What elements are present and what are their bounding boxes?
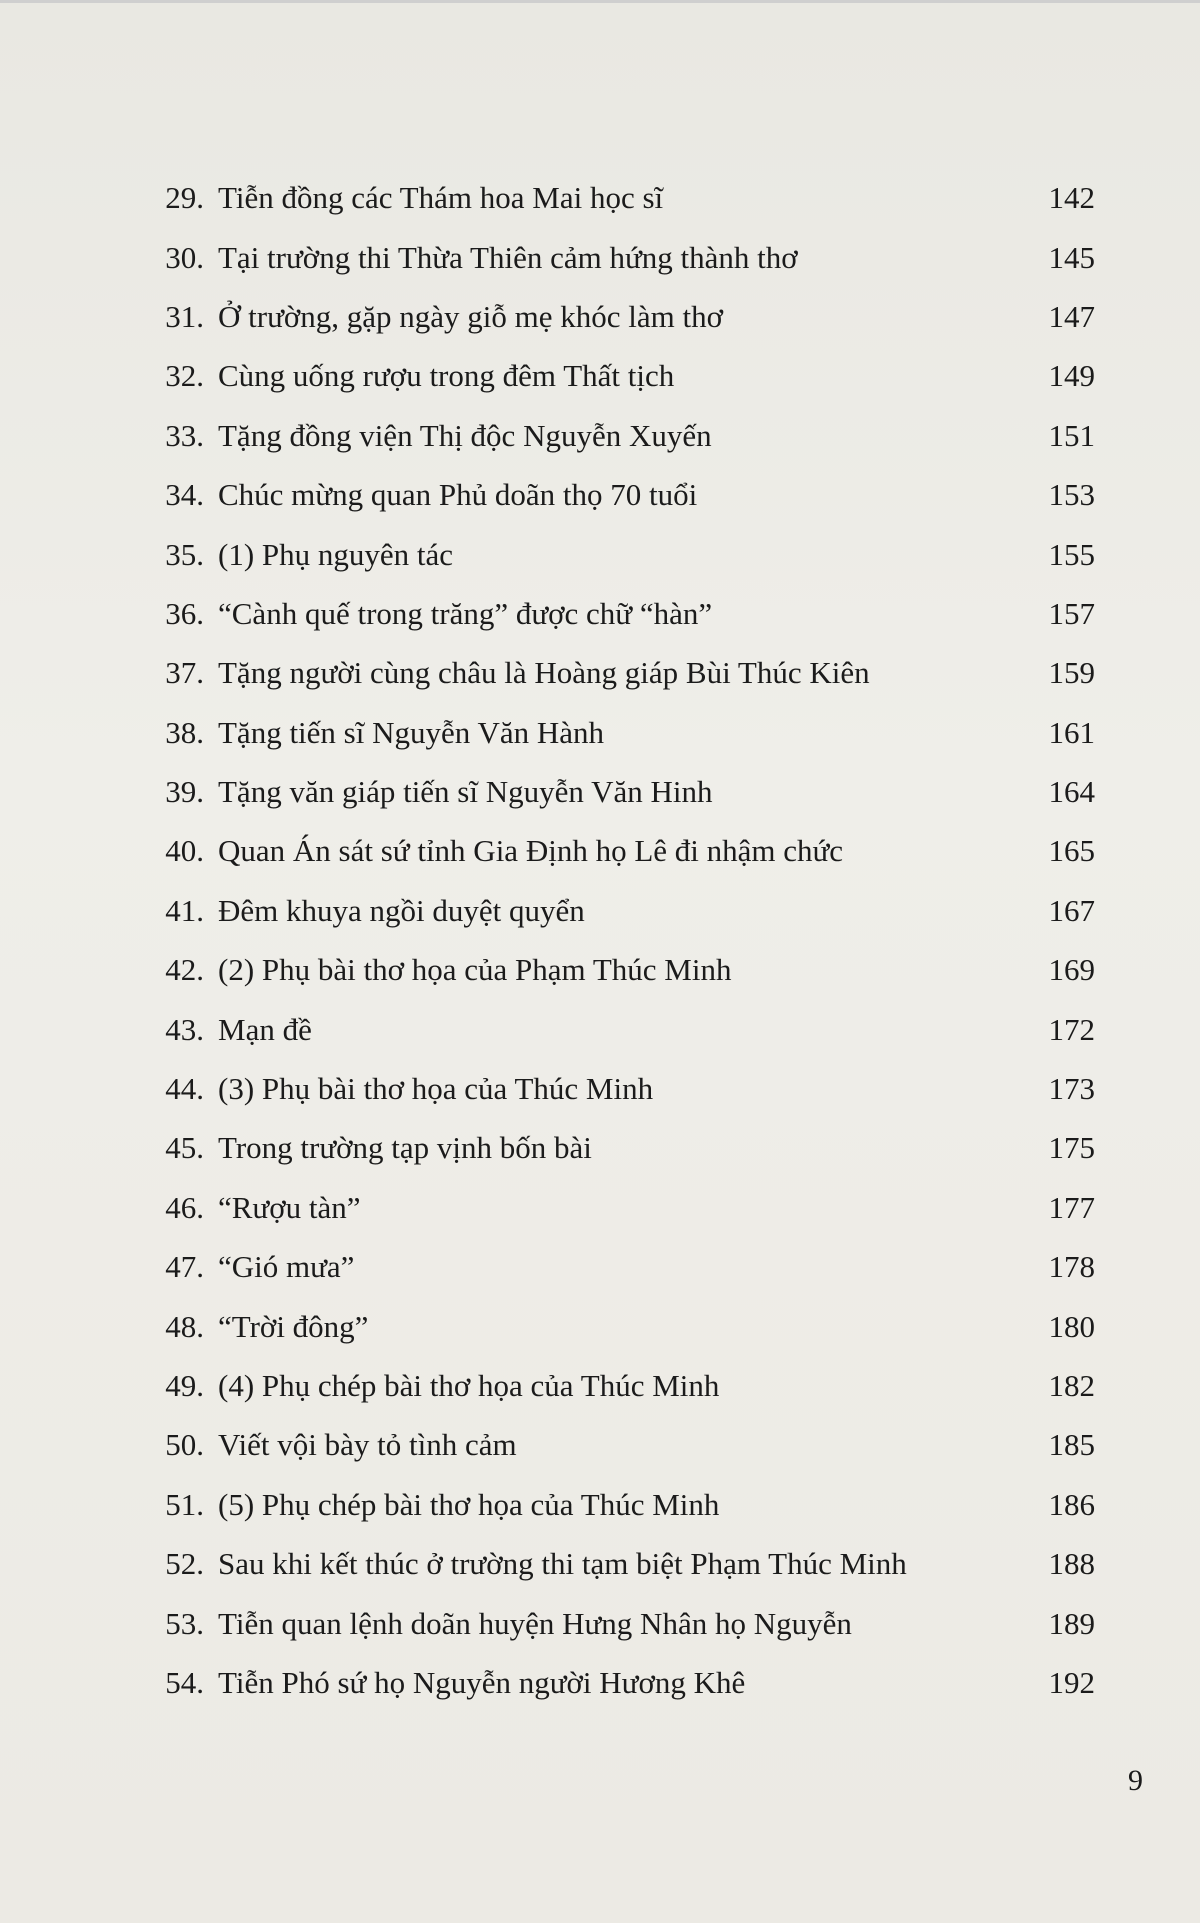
- toc-entry-page: 153: [1048, 477, 1095, 513]
- toc-entry: [130, 406, 1095, 465]
- toc-entry-title: Mạn đề: [218, 1011, 312, 1047]
- toc-entry-title: (3) Phụ bài thơ họa của Thúc Minh: [218, 1071, 654, 1107]
- toc-entry-number: 47.: [165, 1249, 204, 1285]
- toc-entry-page: 159: [1048, 655, 1095, 691]
- toc-entry-number: 39.: [165, 774, 204, 810]
- toc-entry: [130, 1475, 1095, 1534]
- toc-entry-number: 44.: [165, 1071, 204, 1107]
- toc-entry-title: Chúc mừng quan Phủ doãn thọ 70 tuổi: [218, 477, 698, 513]
- toc-entry-page: 165: [1048, 833, 1095, 869]
- toc-entry-number: 54.: [165, 1664, 204, 1700]
- toc-entry-page: 192: [1048, 1664, 1095, 1700]
- toc-entry-page: 175: [1048, 1130, 1095, 1166]
- toc-entry: [130, 1118, 1095, 1177]
- toc-entry-title: “Rượu tàn”: [218, 1189, 361, 1225]
- toc-entry-number: 40.: [165, 833, 204, 869]
- toc-entry: [130, 465, 1095, 524]
- toc-entry-page: 182: [1048, 1368, 1095, 1403]
- toc-entry: [130, 1593, 1095, 1652]
- toc-entry-number: 43.: [165, 1011, 204, 1047]
- toc-entry: [130, 524, 1095, 583]
- toc-entry-number: 52.: [165, 1546, 204, 1582]
- toc-entry-number: 51.: [165, 1486, 204, 1522]
- toc-entry-number: 37.: [165, 655, 204, 691]
- toc-entry-number: 53.: [165, 1605, 204, 1641]
- toc-entry-number: 32.: [165, 358, 204, 394]
- page-number: 9: [1128, 1764, 1143, 1797]
- toc-entry-title: Cùng uống rượu trong đêm Thất tịch: [218, 358, 675, 394]
- toc-entry-number: 46.: [165, 1189, 204, 1225]
- toc-entry: [130, 1356, 1095, 1415]
- toc-entry-page: 149: [1048, 358, 1095, 394]
- toc-entry-page: 177: [1048, 1189, 1095, 1225]
- toc-entry-title: Tặng người cùng châu là Hoàng giáp Bùi Thúc Kiên: [218, 655, 870, 691]
- toc-entry: [130, 762, 1095, 821]
- toc-entry-page: 189: [1048, 1605, 1095, 1641]
- toc-entry: [130, 168, 1095, 227]
- toc-entry-number: 31.: [165, 298, 204, 334]
- toc-entry-title: Tặng đồng viện Thị độc Nguyễn Xuyến: [218, 417, 712, 453]
- toc-entry-title: Quan Án sát sứ tỉnh Gia Định họ Lê đi nhậm chức: [218, 833, 844, 869]
- toc-entry: [130, 1653, 1095, 1712]
- toc-entry: [130, 643, 1095, 702]
- toc-entry-number: 50.: [165, 1427, 204, 1463]
- toc-entry: [130, 1237, 1095, 1296]
- toc-entry-number: 29.: [165, 180, 204, 216]
- toc-entry-title: Tiễn Phó sứ họ Nguyễn người Hương Khê: [218, 1664, 746, 1700]
- toc-entry: [130, 821, 1095, 880]
- toc-entry-number: 33.: [165, 417, 204, 453]
- toc-entry-page: 147: [1048, 298, 1095, 334]
- toc-entry-page: 145: [1048, 239, 1095, 275]
- toc-entry-page: 180: [1048, 1308, 1095, 1344]
- top-edge-divider: [0, 0, 1200, 3]
- toc-entry: [130, 881, 1095, 940]
- toc-entry-page: 173: [1048, 1071, 1095, 1107]
- toc-entry-title: Trong trường tạp vịnh bốn bài: [218, 1130, 592, 1166]
- toc-entry: [130, 1534, 1095, 1593]
- toc-entry-title: Tiễn đồng các Thám hoa Mai học sĩ: [218, 180, 664, 216]
- toc-entry: [130, 1178, 1095, 1237]
- toc-entry-title: (4) Phụ chép bài thơ họa của Thúc Minh: [218, 1368, 720, 1403]
- toc-entry-title: Tặng văn giáp tiến sĩ Nguyễn Văn Hinh: [218, 774, 713, 810]
- toc-entry: [130, 940, 1095, 999]
- toc-entry-page: 188: [1048, 1546, 1095, 1582]
- toc-entry-title: (5) Phụ chép bài thơ họa của Thúc Minh: [218, 1486, 720, 1522]
- toc-entry: [130, 584, 1095, 643]
- toc-entry: [130, 1415, 1095, 1474]
- toc-entry: [130, 1296, 1095, 1355]
- toc-entry-title: Viết vội bày tỏ tình cảm: [218, 1427, 517, 1463]
- toc-entry-page: 151: [1048, 417, 1095, 453]
- toc-entry-number: 45.: [165, 1130, 204, 1166]
- toc-entry-title: Tại trường thi Thừa Thiên cảm hứng thành thơ: [218, 239, 798, 275]
- toc-entry-title: (1) Phụ nguyên tác: [218, 536, 454, 572]
- toc-entry-number: 49.: [165, 1368, 204, 1403]
- toc-entry-page: 185: [1048, 1427, 1095, 1463]
- toc-entry-title: Tiễn quan lệnh doãn huyện Hưng Nhân họ Nguyễn: [218, 1605, 852, 1641]
- toc-entry-page: 164: [1048, 774, 1095, 810]
- toc-entry-number: 36.: [165, 595, 204, 631]
- toc-entry-title: Đêm khuya ngồi duyệt quyển: [218, 892, 585, 928]
- toc-entry: [130, 287, 1095, 346]
- toc-entry-page: 167: [1048, 892, 1095, 928]
- toc-entry-page: 169: [1048, 952, 1095, 988]
- toc-entry-title: “Gió mưa”: [218, 1249, 355, 1285]
- toc-entry-page: 142: [1048, 180, 1095, 216]
- toc-entry-page: 157: [1048, 595, 1095, 631]
- toc-entry-title: Sau khi kết thúc ở trường thi tạm biệt Phạm Thúc Minh: [218, 1546, 907, 1582]
- toc-entry-title: “Trời đông”: [218, 1308, 369, 1344]
- toc-entry-number: 48.: [165, 1308, 204, 1344]
- toc-entry-title: (2) Phụ bài thơ họa của Phạm Thúc Minh: [218, 952, 732, 988]
- toc-entry-title: Ở trường, gặp ngày giỗ mẹ khóc làm thơ: [218, 298, 724, 334]
- toc-entry-title: “Cành quế trong trăng” được chữ “hàn”: [218, 595, 713, 631]
- toc-entry-page: 178: [1048, 1249, 1095, 1285]
- toc-entry: [130, 346, 1095, 405]
- toc-entry: [130, 1059, 1095, 1118]
- toc-entry-number: 35.: [165, 536, 204, 572]
- toc-entry-page: 186: [1048, 1486, 1095, 1522]
- toc-entry: [130, 703, 1095, 762]
- toc-entry-page: 161: [1048, 714, 1095, 750]
- toc-entry-number: 42.: [165, 952, 204, 988]
- toc-entry-page: 172: [1048, 1011, 1095, 1047]
- toc-entry: [130, 227, 1095, 286]
- toc-entry-number: 41.: [165, 892, 204, 928]
- toc-entry-title: Tặng tiến sĩ Nguyễn Văn Hành: [218, 714, 604, 750]
- toc-entry-number: 30.: [165, 239, 204, 275]
- toc-entry-number: 34.: [165, 477, 204, 513]
- toc-entry-page: 155: [1048, 536, 1095, 572]
- toc-entry-number: 38.: [165, 714, 204, 750]
- toc-entry: [130, 999, 1095, 1058]
- table-of-contents: [130, 168, 1095, 1712]
